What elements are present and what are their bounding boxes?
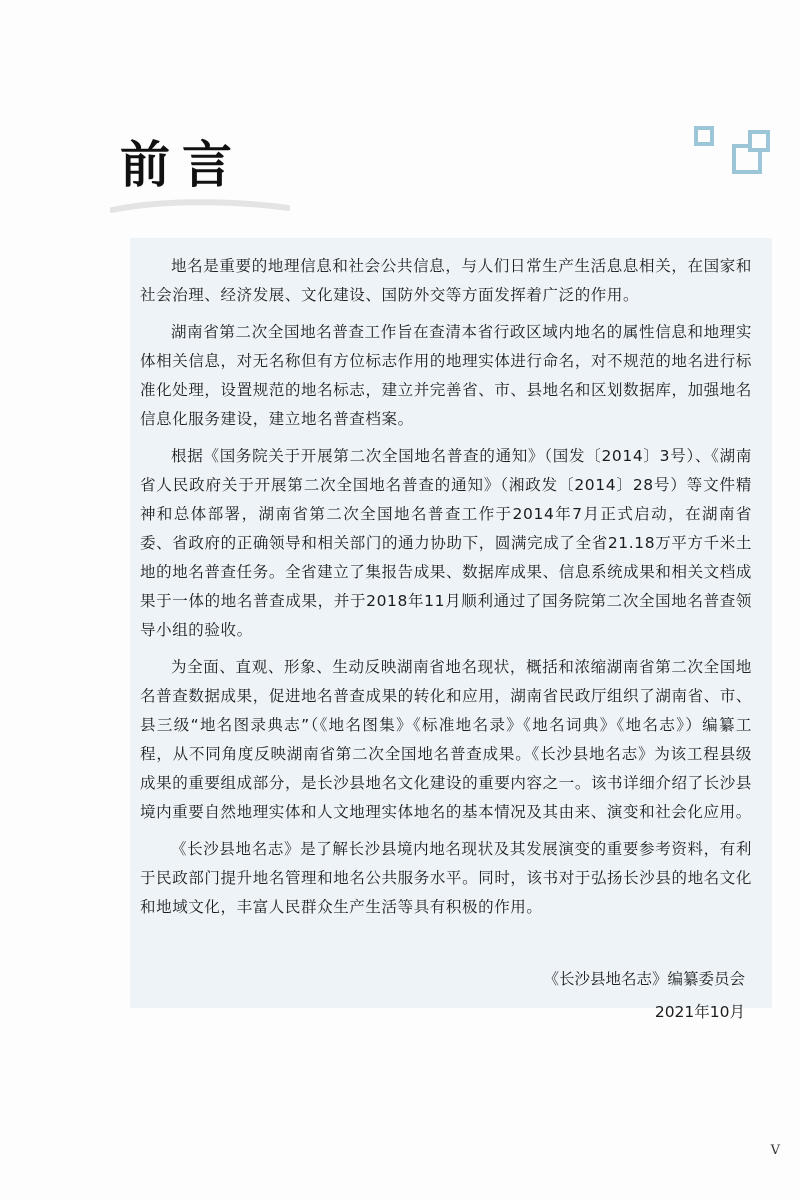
paragraph: 地名是重要的地理信息和社会公共信息，与人们日常生产生活息息相关，在国家和社会治理、经济发展、文化建设、国防外交等方面发挥着广泛的作用。 [140, 257, 752, 304]
signature-block [543, 965, 745, 1031]
signature-date: 2021年10月 [654, 1003, 745, 1021]
page-number: V [770, 1143, 780, 1158]
paragraph: 根据《国务院关于开展第二次全国地名普查的通知》（国发〔2014〕3号）、《湖南省人民政府关于开展第二次全国地名普查的通知》（湘政发〔2014〕28号）等文件精神和总体部署，湖南省第二次全国地名普查工作于2014年7月正式启动，在湖南省委、省政府的正确领导和相关部门的通力协助下，圆满完成了全省21.18万平方千米土地的地名普查任务。全省建立了集报告成果、数据库成果、信息系统成果和相关文档成果于一体的地名普查成果，并于2018年11月顺利通过了国务院第二次全国地名普查领导小组的验收。 [140, 447, 752, 639]
page-title: 前言 [120, 135, 244, 194]
decorative-squares [688, 124, 778, 184]
preface-body [140, 252, 752, 930]
paragraph: 为全面、直观、形象、生动反映湖南省地名现状，概括和浓缩湖南省第二次全国地名普查数据成果，促进地名普查成果的转化和应用，湖南省民政厅组织了湖南省、市、县三级“地名图录典志”（《地名图集》《标准地名录》《地名词典》《地名志》）编纂工程，从不同角度反映湖南省第二次全国地名普查成果。《长沙县地名志》为该工程县级成果的重要组成部分，是长沙县地名文化建设的重要内容之一。该书详细介绍了长沙县境内重要自然地理实体和人文地理实体地名的基本情况及其由来、演变和社会化应用。 [140, 658, 752, 821]
paragraph: 《长沙县地名志》是了解长沙县境内地名现状及其发展演变的重要参考资料，有利于民政部门提升地名管理和地名公共服务水平。同时，该书对于弘扬长沙县的地名文化和地域文化，丰富人民群众生产生活等具有积极的作用。 [140, 840, 752, 916]
signature-author: 《长沙县地名志》编纂委员会 [543, 970, 745, 988]
title-underline-swash [110, 196, 290, 218]
paragraph: 湖南省第二次全国地名普查工作旨在查清本省行政区域内地名的属性信息和地理实体相关信息，对无名称但有方位标志作用的地理实体进行命名，对不规范的地名进行标准化处理，设置规范的地名标志，建立并完善省、市、县地名和区划数据库，加强地名信息化服务建设，建立地名普查档案。 [140, 323, 752, 428]
